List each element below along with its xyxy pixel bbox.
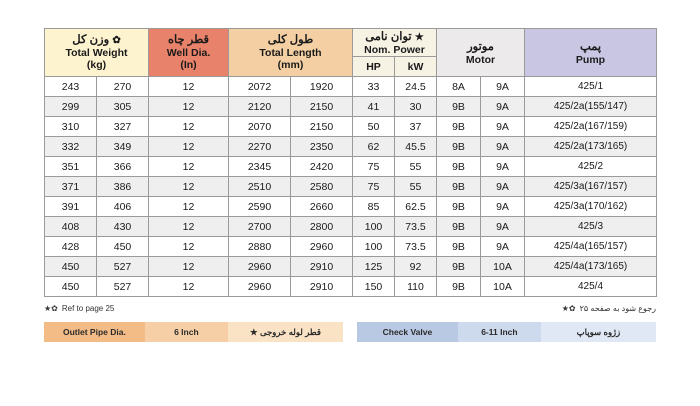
cell-motor-1: 9B [437, 277, 481, 297]
legend-outlet-pipe-value: 6 Inch [145, 322, 228, 342]
cell-weight-2: 366 [97, 157, 149, 177]
cell-power-hp: 100 [353, 217, 395, 237]
cell-length-2: 2910 [291, 257, 353, 277]
cell-length-1: 2120 [229, 97, 291, 117]
header-well-dia-unit: (In) [180, 59, 197, 72]
header-pump-en: Pump [575, 54, 606, 67]
footnote-row [44, 304, 656, 313]
footnote-left [44, 304, 114, 313]
cell-well-dia: 12 [149, 277, 229, 297]
cell-pump: 425/2a(167/159) [525, 117, 657, 137]
cell-motor-1: 9B [437, 217, 481, 237]
cell-weight-2: 527 [97, 257, 149, 277]
cell-well-dia: 12 [149, 77, 229, 97]
cell-weight-1: 391 [45, 197, 97, 217]
cell-weight-1: 450 [45, 257, 97, 277]
table-header [45, 29, 657, 77]
header-total-weight-en: Total Weight [65, 47, 128, 60]
cell-weight-1: 299 [45, 97, 97, 117]
cell-length-2: 2800 [291, 217, 353, 237]
cell-power-kw: 24.5 [395, 77, 437, 97]
cell-pump: 425/2 [525, 157, 657, 177]
header-total-length-en: Total Length [259, 47, 322, 60]
cell-length-1: 2510 [229, 177, 291, 197]
cell-length-2: 2350 [291, 137, 353, 157]
footnote-right [562, 304, 656, 313]
cell-weight-2: 270 [97, 77, 149, 97]
cell-weight-2: 349 [97, 137, 149, 157]
cell-power-hp: 50 [353, 117, 395, 137]
cell-weight-2: 430 [97, 217, 149, 237]
cell-power-hp: 33 [353, 77, 395, 97]
legend-outlet-pipe-label-fa: قطر لوله خروجی ★ [228, 322, 343, 342]
cell-length-1: 2700 [229, 217, 291, 237]
header-total-weight-unit: (kg) [86, 59, 107, 72]
cell-pump: 425/3a(170/162) [525, 197, 657, 217]
cell-power-hp: 125 [353, 257, 395, 277]
header-nom-power-fa-text: توان نامی [365, 31, 412, 43]
legend-check-valve-value: 6-11 Inch [458, 322, 541, 342]
cell-power-hp: 100 [353, 237, 395, 257]
table-row [45, 237, 657, 257]
cell-motor-1: 9B [437, 137, 481, 157]
cell-weight-1: 450 [45, 277, 97, 297]
cell-power-kw: 55 [395, 157, 437, 177]
cell-power-kw: 55 [395, 177, 437, 197]
header-pump [525, 29, 657, 77]
header-power-kw: kW [395, 57, 437, 77]
footnote-right-text: رجوع شود به صفحه ۲۵ [579, 304, 656, 314]
cell-motor-2: 9A [481, 77, 525, 97]
cell-motor-2: 9A [481, 197, 525, 217]
cell-pump: 425/1 [525, 77, 657, 97]
cell-well-dia: 12 [149, 177, 229, 197]
cell-length-2: 2420 [291, 157, 353, 177]
cell-motor-2: 9A [481, 117, 525, 137]
header-well-dia-en: Well Dia. [166, 47, 211, 60]
cell-motor-2: 9A [481, 237, 525, 257]
table-row [45, 277, 657, 297]
cell-weight-1: 428 [45, 237, 97, 257]
cell-length-2: 2960 [291, 237, 353, 257]
cell-weight-2: 386 [97, 177, 149, 197]
cell-length-1: 2960 [229, 277, 291, 297]
header-nom-power [353, 29, 437, 57]
cell-motor-1: 9B [437, 97, 481, 117]
cell-power-hp: 75 [353, 177, 395, 197]
header-well-dia [149, 29, 229, 77]
cell-length-2: 2150 [291, 97, 353, 117]
cell-power-hp: 150 [353, 277, 395, 297]
cell-motor-1: 9B [437, 117, 481, 137]
flower-star-icon: ✿★ [561, 304, 576, 314]
legend-row [44, 322, 656, 342]
cell-length-1: 2880 [229, 237, 291, 257]
header-power-hp: HP [353, 57, 395, 77]
cell-power-hp: 85 [353, 197, 395, 217]
cell-power-kw: 62.5 [395, 197, 437, 217]
cell-pump: 425/2a(155/147) [525, 97, 657, 117]
cell-weight-2: 406 [97, 197, 149, 217]
cell-motor-2: 9A [481, 217, 525, 237]
cell-power-kw: 110 [395, 277, 437, 297]
header-nom-power-en: Nom. Power [364, 44, 425, 57]
flower-icon: ✿ [112, 34, 121, 46]
cell-weight-2: 450 [97, 237, 149, 257]
pump-spec-table [44, 28, 657, 297]
cell-length-1: 2590 [229, 197, 291, 217]
legend-check-valve-label-fa: زژوه سوپاپ [541, 322, 656, 342]
cell-weight-1: 310 [45, 117, 97, 137]
cell-well-dia: 12 [149, 97, 229, 117]
cell-motor-2: 9A [481, 177, 525, 197]
cell-weight-1: 371 [45, 177, 97, 197]
cell-weight-1: 351 [45, 157, 97, 177]
header-pump-fa: پمپ [579, 41, 602, 53]
cell-length-1: 2270 [229, 137, 291, 157]
cell-motor-1: 9B [437, 237, 481, 257]
cell-motor-2: 10A [481, 257, 525, 277]
cell-length-1: 2072 [229, 77, 291, 97]
cell-weight-2: 527 [97, 277, 149, 297]
cell-length-2: 1920 [291, 77, 353, 97]
cell-motor-1: 8A [437, 77, 481, 97]
cell-power-hp: 62 [353, 137, 395, 157]
star-flower-icon: ★✿ [44, 304, 58, 314]
cell-pump: 425/3 [525, 217, 657, 237]
legend-outlet-pipe [44, 322, 343, 342]
cell-power-kw: 73.5 [395, 217, 437, 237]
header-well-dia-fa: قطر چاه [167, 33, 210, 46]
cell-motor-2: 9A [481, 97, 525, 117]
cell-length-1: 2960 [229, 257, 291, 277]
cell-motor-2: 10A [481, 277, 525, 297]
table-body [45, 77, 657, 297]
table-row [45, 157, 657, 177]
cell-well-dia: 12 [149, 117, 229, 137]
header-nom-power-fa [353, 29, 436, 44]
table-row [45, 77, 657, 97]
legend-check-valve [357, 322, 656, 342]
cell-length-2: 2910 [291, 277, 353, 297]
cell-weight-2: 327 [97, 117, 149, 137]
cell-length-2: 2580 [291, 177, 353, 197]
star-icon: ★ [414, 32, 424, 43]
cell-weight-1: 243 [45, 77, 97, 97]
table-row [45, 197, 657, 217]
table-row [45, 117, 657, 137]
cell-motor-2: 9A [481, 157, 525, 177]
cell-pump: 425/4a(173/165) [525, 257, 657, 277]
cell-motor-1: 9B [437, 177, 481, 197]
header-total-weight-fa [45, 32, 148, 47]
header-motor-fa: موتور [467, 41, 494, 53]
cell-pump: 425/4a(165/157) [525, 237, 657, 257]
header-motor-en: Motor [465, 54, 496, 67]
header-total-length [229, 29, 353, 77]
cell-well-dia: 12 [149, 217, 229, 237]
cell-length-2: 2660 [291, 197, 353, 217]
table-row [45, 137, 657, 157]
cell-weight-1: 408 [45, 217, 97, 237]
cell-well-dia: 12 [149, 197, 229, 217]
cell-well-dia: 12 [149, 257, 229, 277]
header-total-weight [45, 29, 149, 77]
header-total-length-fa: طول کلی [267, 33, 314, 46]
cell-motor-1: 9B [437, 197, 481, 217]
table-row [45, 177, 657, 197]
footnote-left-text: Ref to page 25 [61, 304, 115, 314]
cell-pump: 425/3a(167/157) [525, 177, 657, 197]
cell-power-kw: 73.5 [395, 237, 437, 257]
cell-length-2: 2150 [291, 117, 353, 137]
cell-weight-1: 332 [45, 137, 97, 157]
cell-power-kw: 37 [395, 117, 437, 137]
legend-check-valve-label: Check Valve [357, 322, 458, 342]
cell-length-1: 2070 [229, 117, 291, 137]
cell-motor-2: 9A [481, 137, 525, 157]
cell-well-dia: 12 [149, 237, 229, 257]
table-row [45, 217, 657, 237]
cell-motor-1: 9B [437, 157, 481, 177]
cell-length-1: 2345 [229, 157, 291, 177]
cell-well-dia: 12 [149, 137, 229, 157]
cell-weight-2: 305 [97, 97, 149, 117]
cell-power-kw: 92 [395, 257, 437, 277]
cell-power-kw: 30 [395, 97, 437, 117]
table-row [45, 257, 657, 277]
header-motor [437, 29, 525, 77]
header-total-weight-fa-text: وزن کل [72, 33, 110, 46]
table-row [45, 97, 657, 117]
cell-pump: 425/2a(173/165) [525, 137, 657, 157]
legend-outlet-pipe-label: Outlet Pipe Dia. [44, 322, 145, 342]
cell-pump: 425/4 [525, 277, 657, 297]
cell-power-kw: 45.5 [395, 137, 437, 157]
header-total-length-unit: (mm) [277, 59, 304, 72]
cell-power-hp: 75 [353, 157, 395, 177]
cell-well-dia: 12 [149, 157, 229, 177]
cell-motor-1: 9B [437, 257, 481, 277]
cell-power-hp: 41 [353, 97, 395, 117]
